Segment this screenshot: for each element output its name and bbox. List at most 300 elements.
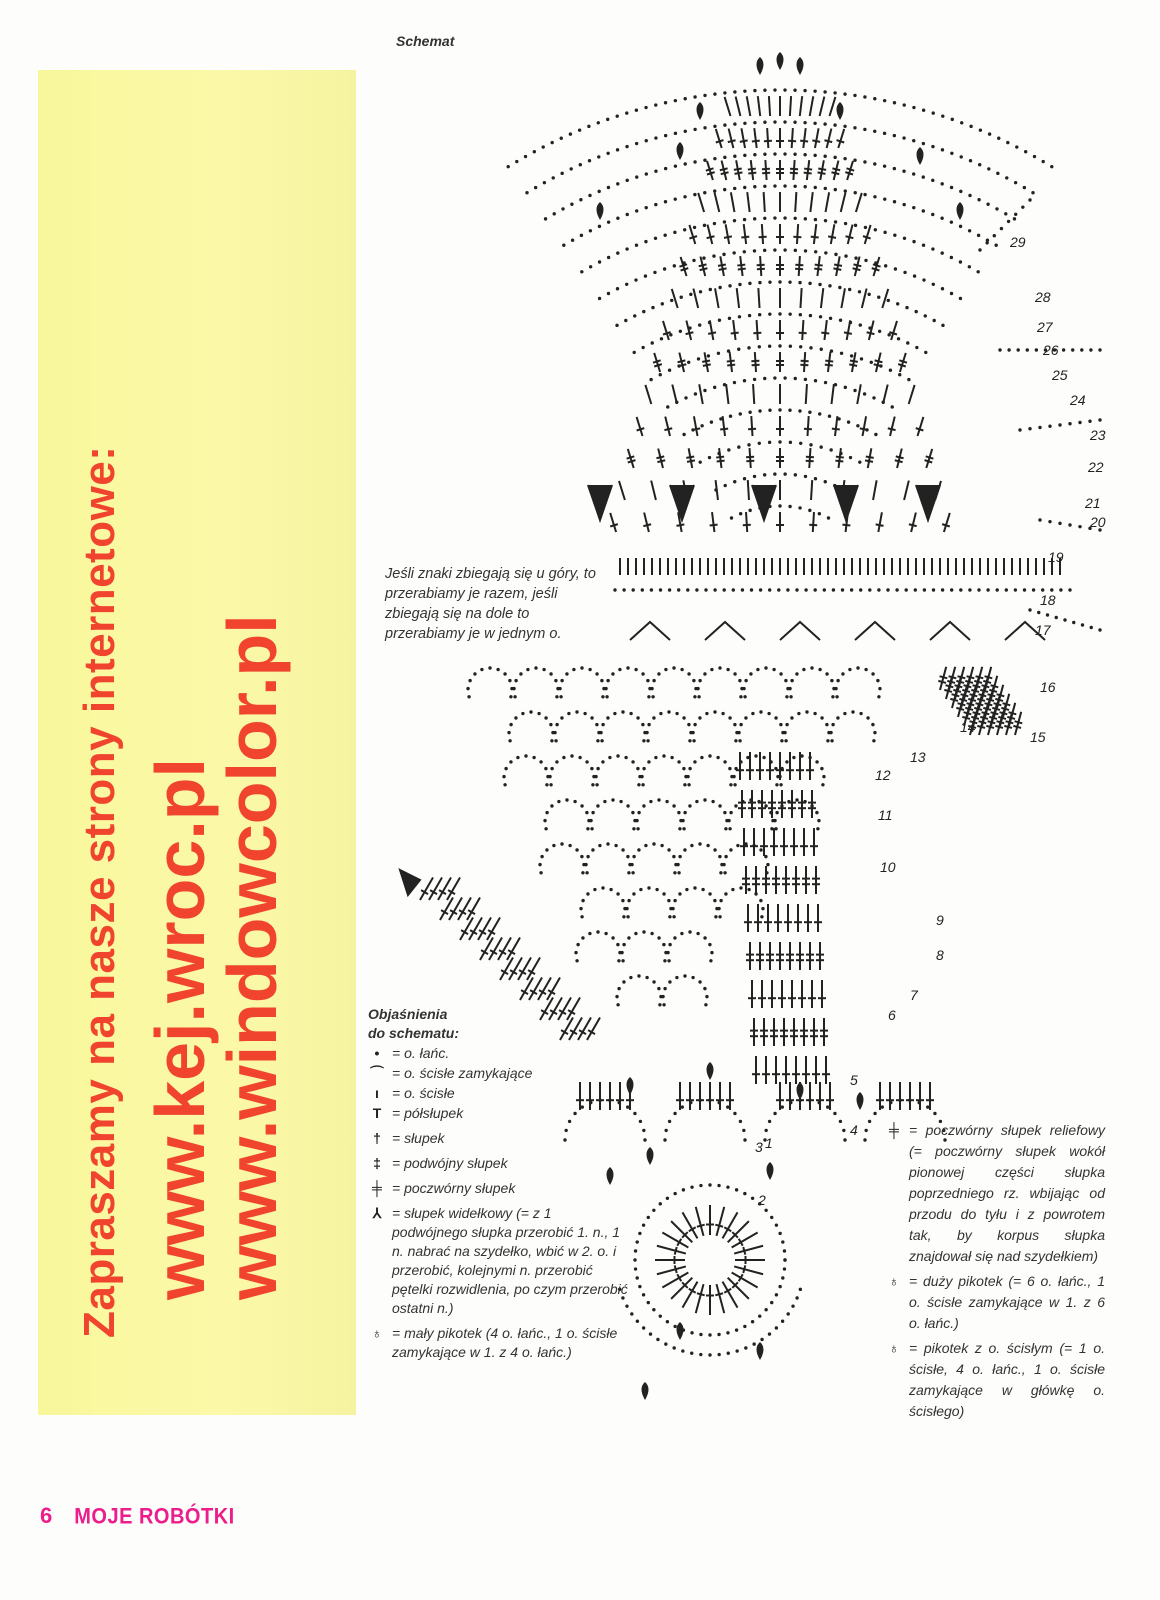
chain-dot	[733, 381, 736, 384]
chain-dot	[635, 175, 638, 178]
chain-dot	[864, 259, 867, 262]
chain-dot	[802, 668, 805, 671]
chain-dot	[783, 1258, 786, 1261]
chain-dot	[743, 89, 746, 92]
chain-dot	[595, 723, 598, 726]
chain-dot	[698, 460, 701, 463]
chain-dot	[647, 886, 650, 889]
chain-dot	[703, 191, 706, 194]
chain-dot	[589, 229, 592, 232]
stitch-post	[610, 513, 616, 532]
chain-dot	[995, 207, 998, 210]
chain-dot	[872, 739, 875, 742]
stitch-cross	[925, 460, 933, 462]
chain-dot	[763, 153, 766, 156]
chain-dot	[659, 1314, 662, 1317]
chain-dot	[783, 216, 786, 219]
stitch-cross	[834, 264, 842, 265]
chain-dot	[773, 819, 776, 822]
stitch-post	[699, 384, 703, 404]
stitch-cross	[867, 332, 875, 334]
chain-dot	[813, 154, 816, 157]
chain-dot	[677, 811, 680, 814]
chain-dot	[597, 190, 600, 193]
row-number: 1	[765, 1135, 773, 1151]
chain-dot	[693, 760, 696, 763]
stitch-cross	[898, 364, 906, 366]
v-mark	[588, 485, 612, 520]
diagram-title: Schemat	[396, 33, 455, 49]
chain-dot	[654, 756, 657, 759]
chain-dot	[680, 668, 683, 671]
chain-dot	[678, 855, 681, 858]
chain-dot	[558, 687, 561, 690]
stitch-cross	[697, 1293, 705, 1295]
chain-dot	[591, 811, 594, 814]
chain-dot	[843, 1138, 846, 1141]
stitch-cross	[720, 168, 728, 170]
chain-dot	[762, 756, 765, 759]
chain-dot	[753, 249, 756, 252]
promo-url-windowcolor[interactable]: www.windowcolor.pl	[213, 614, 291, 1300]
chain-dot	[635, 209, 638, 212]
chain-dot	[633, 1258, 636, 1261]
stitch-post	[795, 192, 796, 212]
chain-dot	[687, 361, 690, 364]
picot-mark	[857, 1092, 864, 1110]
stitch-post	[637, 417, 643, 436]
chain-dot	[642, 310, 645, 313]
chain-dot	[680, 932, 683, 935]
chain-dot	[627, 871, 630, 874]
chain-dot	[639, 1120, 642, 1123]
chain-dot	[616, 287, 619, 290]
chain-dot	[681, 1349, 684, 1352]
chain-dot	[591, 783, 594, 786]
chain-dot	[594, 775, 597, 778]
chain-dot	[1088, 420, 1091, 423]
chain-dot	[668, 943, 671, 946]
stitch-cross	[731, 333, 739, 334]
chain-dot	[788, 280, 791, 283]
stitch-post	[707, 225, 712, 244]
chain-dot	[632, 588, 635, 591]
chain-dot	[616, 182, 619, 185]
chain-dot	[764, 1308, 767, 1311]
chain-dot	[590, 716, 593, 719]
chain-dot	[673, 899, 676, 902]
chain-dot	[778, 1232, 781, 1235]
chain-dot	[617, 987, 620, 990]
y-stitch	[630, 622, 670, 640]
legend-item	[368, 1084, 628, 1103]
chain-dot	[698, 323, 701, 326]
chain-dot	[697, 357, 700, 360]
chain-dot	[792, 756, 795, 759]
chain-dot	[657, 987, 660, 990]
quadruple-treble-icon: ╪	[372, 1180, 382, 1196]
stitch-cross	[676, 524, 684, 525]
stitch-post	[712, 512, 714, 532]
chain-dot	[1037, 611, 1040, 614]
chain-dot	[850, 354, 853, 357]
row-number: 18	[1040, 592, 1056, 608]
stitch-cross	[873, 264, 881, 266]
chain-dot	[783, 184, 786, 187]
chain-dot	[625, 111, 628, 114]
chain-dot	[645, 172, 648, 175]
chain-dot	[828, 415, 831, 418]
chain-dot	[690, 844, 693, 847]
stitch-cross	[950, 699, 958, 701]
chain-dot	[779, 723, 782, 726]
chain-dot	[647, 760, 650, 763]
chain-dot	[988, 132, 991, 135]
chain-dot	[739, 723, 742, 726]
chain-dot	[968, 265, 971, 268]
chain-dot	[631, 760, 634, 763]
stitch-post	[726, 224, 730, 244]
chain-dot	[1016, 348, 1019, 351]
chain-dot	[666, 1197, 669, 1200]
chain-dot	[853, 94, 856, 97]
chain-dot	[951, 118, 954, 121]
stitch-cross	[804, 173, 812, 174]
chain-dot	[733, 187, 736, 190]
chain-dot	[790, 716, 793, 719]
stitch-cross	[916, 428, 924, 430]
stitch-cross	[643, 524, 651, 526]
chain-dot	[642, 1223, 645, 1226]
chain-dot	[673, 1325, 676, 1328]
chain-dot	[922, 109, 925, 112]
chain-dot	[694, 392, 697, 395]
chain-dot	[651, 341, 654, 344]
chain-dot	[808, 1099, 811, 1102]
chain-dot	[728, 284, 731, 287]
stitch-post	[838, 129, 844, 148]
chain-dot-icon: •	[374, 1045, 380, 1061]
chain-dot	[933, 1112, 936, 1115]
chain-dot	[504, 767, 507, 770]
legend-item	[368, 1204, 628, 1318]
chain-dot	[768, 312, 771, 315]
chain-dot	[722, 863, 725, 866]
stitch-post	[767, 128, 768, 148]
chain-dot	[795, 588, 798, 591]
chain-dot	[726, 668, 729, 671]
chain-dot	[724, 827, 727, 830]
chain-dot	[775, 1326, 778, 1329]
chain-dot	[545, 783, 548, 786]
chain-dot	[646, 739, 649, 742]
chain-dot	[703, 224, 706, 227]
chain-dot	[663, 267, 666, 270]
chain-dot	[905, 306, 908, 309]
chain-dot	[742, 1129, 745, 1132]
row-number: 14	[960, 719, 976, 735]
chain-dot	[863, 193, 866, 196]
chain-dot	[1004, 212, 1007, 215]
chain-dot	[893, 200, 896, 203]
chain-dot	[622, 980, 625, 983]
chain-dot	[684, 396, 687, 399]
chain-dot	[719, 871, 722, 874]
chain-dot	[473, 672, 476, 675]
chain-dot	[850, 588, 853, 591]
chain-dot	[815, 760, 818, 763]
chain-dot	[729, 848, 732, 851]
chain-dot	[1058, 522, 1061, 525]
stitch-post	[754, 128, 756, 148]
stitch-cross	[825, 365, 833, 366]
chain-dot	[763, 185, 766, 188]
chain-dot	[637, 974, 640, 977]
row-number: 10	[880, 859, 896, 875]
stitch-post	[710, 320, 714, 340]
chain-dot	[734, 739, 737, 742]
chain-dot	[858, 290, 861, 293]
legend-item-text: = poczwórny słupek	[392, 1180, 516, 1196]
chain-dot	[783, 152, 786, 155]
chain-dot	[657, 672, 660, 675]
chain-dot	[793, 185, 796, 188]
row-number: 17	[1035, 622, 1051, 638]
chain-dot	[732, 588, 735, 591]
stitch-cross	[752, 141, 760, 142]
picot-mark	[597, 202, 604, 220]
chain-dot	[713, 222, 716, 225]
chain-dot	[644, 274, 647, 277]
chain-dot	[813, 712, 816, 715]
chain-dot	[912, 139, 915, 142]
chain-dot	[693, 723, 696, 726]
stitch-cross	[940, 676, 948, 678]
chain-dot	[585, 811, 588, 814]
stitch-cross	[699, 264, 707, 266]
chain-dot	[876, 679, 879, 682]
stitch-cross	[833, 268, 841, 269]
chain-dot	[525, 191, 528, 194]
chain-dot	[894, 267, 897, 270]
stitch-post	[841, 288, 845, 308]
stitch-cross	[818, 172, 826, 173]
chain-dot	[781, 1276, 784, 1279]
stitch-post	[747, 96, 751, 116]
y-stitch	[855, 622, 895, 640]
chain-dot	[836, 716, 839, 719]
chain-dot	[619, 800, 622, 803]
chain-dot	[618, 668, 621, 671]
chain-dot	[524, 155, 527, 158]
chain-dot	[636, 1320, 639, 1323]
legend-left	[368, 1005, 628, 1362]
chain-dot	[723, 588, 726, 591]
chain-dot	[581, 871, 584, 874]
chain-dot	[595, 672, 598, 675]
chain-dot	[647, 1301, 650, 1304]
row-number: 12	[875, 767, 891, 783]
promo-url-kej[interactable]: www.kej.wroc.pl	[141, 758, 219, 1300]
chain-dot	[598, 225, 601, 228]
chain-dot	[881, 1105, 884, 1108]
chain-dot	[773, 184, 776, 187]
chain-dot	[827, 516, 830, 519]
legend-item-text: = o. ścisłe zamykające	[392, 1065, 533, 1081]
chain-dot	[575, 710, 578, 713]
chain-dot	[814, 250, 817, 253]
chain-dot	[657, 936, 660, 939]
chain-dot	[608, 756, 611, 759]
chain-dot	[819, 445, 822, 448]
stitch-cross	[938, 681, 946, 683]
chain-dot	[940, 217, 943, 220]
chain-dot	[783, 248, 786, 251]
chain-dot	[544, 716, 547, 719]
chain-dot	[788, 505, 791, 508]
chain-dot	[642, 1326, 645, 1329]
chain-dot	[639, 888, 642, 891]
chain-dot	[503, 672, 506, 675]
legend-item-text: = półsłupek	[392, 1105, 464, 1121]
chain-dot	[797, 712, 800, 715]
chain-dot	[748, 314, 751, 317]
chain-dot	[1014, 588, 1017, 591]
chain-dot	[682, 433, 685, 436]
stitch-cross	[686, 456, 694, 457]
chain-dot	[896, 302, 899, 305]
chain-dot	[772, 668, 775, 671]
stitch-post	[821, 288, 823, 308]
chain-dot	[712, 254, 715, 257]
chain-dot	[823, 155, 826, 158]
chain-dot	[708, 456, 711, 459]
chain-dot	[675, 976, 678, 979]
chain-dot	[913, 274, 916, 277]
chain-dot	[651, 306, 654, 309]
chain-dot	[683, 848, 686, 851]
chain-dot	[672, 915, 675, 918]
chain-dot	[668, 588, 671, 591]
chain-dot	[764, 804, 767, 807]
chain-dot	[813, 89, 816, 92]
chain-dot	[804, 588, 807, 591]
chain-dot	[693, 695, 696, 698]
single-crochet-bar-icon: ı	[375, 1085, 379, 1101]
chain-dot	[824, 251, 827, 254]
chain-dot	[950, 256, 953, 259]
chain-dot	[718, 319, 721, 322]
chain-dot	[753, 153, 756, 156]
chain-dot	[778, 312, 781, 315]
chain-dot	[969, 159, 972, 162]
chain-dot	[661, 995, 664, 998]
chain-dot	[662, 754, 665, 757]
chain-dot	[940, 251, 943, 254]
y-stitch	[705, 622, 745, 640]
stitch-cross	[845, 172, 853, 174]
stitch-cross	[863, 236, 871, 238]
chain-dot	[778, 440, 781, 443]
chain-dot	[668, 915, 671, 918]
chain-dot	[633, 351, 636, 354]
chain-dot	[783, 88, 786, 91]
chain-dot	[652, 842, 655, 845]
stitch-cross	[977, 726, 985, 728]
chain-dot	[1098, 628, 1101, 631]
chain-dot	[557, 800, 560, 803]
chain-dot	[808, 411, 811, 414]
chain-dot	[822, 775, 825, 778]
chain-dot	[781, 1105, 784, 1108]
chain-dot	[644, 844, 647, 847]
chain-dot	[613, 588, 616, 591]
chain-dot	[696, 687, 699, 690]
chain-dot	[693, 95, 696, 98]
chain-dot	[764, 1129, 767, 1132]
chain-dot	[708, 943, 711, 946]
chain-dot	[727, 448, 730, 451]
chain-dot	[699, 1333, 702, 1336]
picot-mark	[647, 1147, 654, 1165]
chain-dot	[889, 369, 892, 372]
picot-mark	[707, 1062, 714, 1080]
chain-dot	[867, 293, 870, 296]
stitch-post	[665, 417, 670, 436]
chain-dot	[941, 588, 944, 591]
chain-dot	[670, 299, 673, 302]
chain-dot	[768, 280, 771, 283]
chain-dot	[555, 723, 558, 726]
chain-dot	[695, 800, 698, 803]
stitch-cross	[846, 236, 854, 238]
chain-dot	[907, 378, 910, 381]
chain-dot	[708, 892, 711, 895]
chain-dot	[569, 167, 572, 170]
chain-dot	[604, 687, 607, 690]
chain-dot	[663, 959, 666, 962]
stitch-cross	[835, 461, 843, 462]
stitch-cross	[837, 140, 845, 142]
stitch-post	[810, 192, 812, 212]
chain-dot	[803, 121, 806, 124]
stitch-post	[741, 128, 745, 148]
chain-dot	[683, 97, 686, 100]
chain-dot	[652, 980, 655, 983]
chain-dot	[959, 225, 962, 228]
chain-dot	[874, 433, 877, 436]
chain-dot	[735, 1188, 738, 1191]
stitch-cross	[678, 360, 686, 362]
chain-dot	[682, 767, 685, 770]
chain-dot	[924, 351, 927, 354]
stitch-post	[723, 416, 725, 436]
chain-dot	[703, 126, 706, 129]
chain-dot	[688, 767, 691, 770]
chain-dot	[687, 723, 690, 726]
row-number: 8	[936, 947, 944, 963]
chain-dot	[860, 357, 863, 360]
double-crochet-icon: †	[373, 1130, 381, 1146]
chain-dot	[698, 1099, 701, 1102]
stitch-cross	[637, 428, 645, 430]
chain-dot	[616, 892, 619, 895]
chain-dot	[779, 672, 782, 675]
chain-dot	[824, 187, 827, 190]
stitch-post	[744, 224, 746, 244]
stitch-cross	[909, 524, 917, 526]
chain-dot	[560, 172, 563, 175]
